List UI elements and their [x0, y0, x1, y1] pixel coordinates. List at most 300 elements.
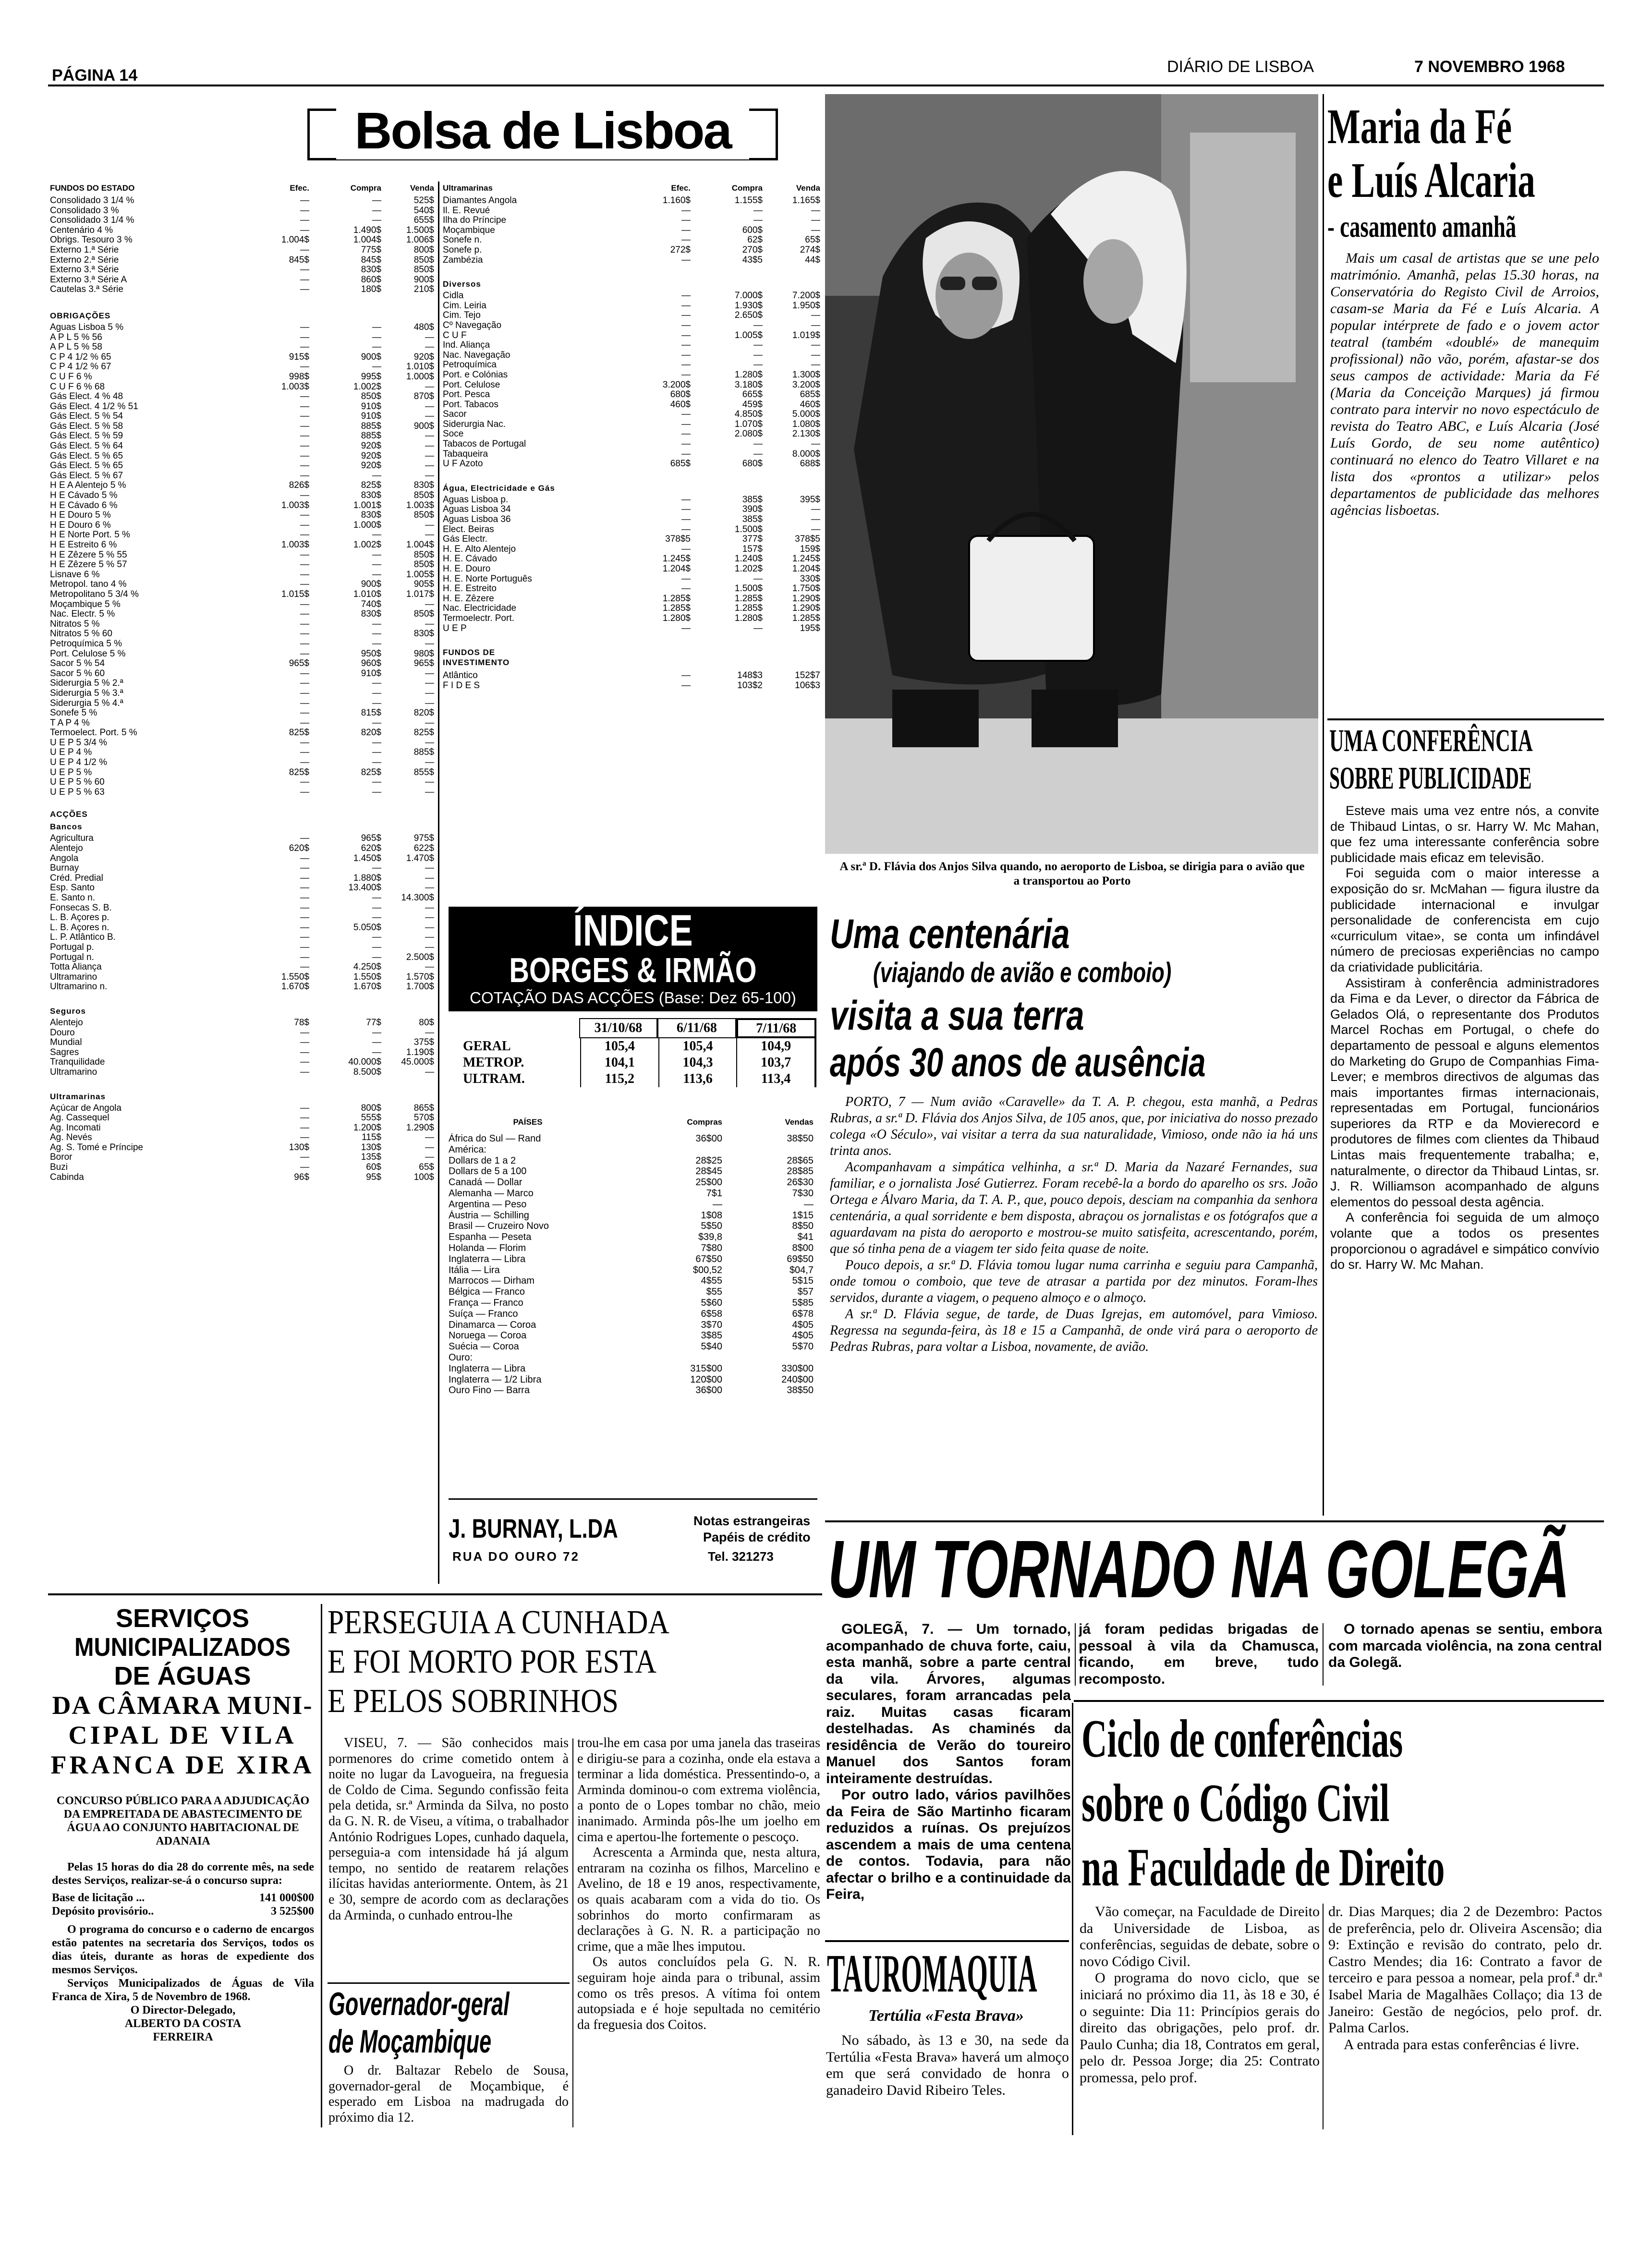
ultramarinas-title: Ultramarinas	[50, 1092, 106, 1101]
indice-label: GERAL	[463, 1039, 511, 1054]
quote-efec: —	[300, 599, 309, 609]
quote-compra: 459$	[742, 400, 763, 410]
quote-row	[443, 614, 820, 624]
quote-efec: —	[300, 1103, 309, 1113]
quote-venda: —	[811, 340, 820, 351]
quote-row	[50, 471, 434, 481]
governador-headline	[328, 1985, 573, 2060]
quote-compra: —	[372, 342, 381, 352]
cambio-compra: 3$85	[701, 1330, 722, 1341]
quote-row	[443, 390, 820, 400]
quote-efec: —	[300, 619, 309, 629]
quote-efec: —	[300, 893, 309, 903]
quote-name: Angola	[50, 853, 79, 863]
cambio-country: Espanha — Peseta	[449, 1232, 532, 1243]
indice-table	[451, 1018, 816, 1104]
cambio-venda: 8$00	[792, 1242, 814, 1253]
quote-name: Diamantes Angola	[443, 196, 517, 206]
quote-name: C U F	[443, 330, 467, 340]
quote-name: E. Santo n.	[50, 893, 96, 903]
quote-efec: 1.204$	[662, 564, 691, 574]
quote-compra: —	[372, 748, 381, 758]
tornado-title: UM TORNADO NA GOLEGÃ	[828, 1524, 1570, 1615]
quote-venda: —	[425, 441, 434, 451]
conf-body	[1330, 803, 1599, 1504]
quote-efec: 1.670$	[281, 982, 309, 992]
cunhada-h3: E PELOS SOBRINHOS	[328, 1683, 619, 1720]
quote-compra: 5.050$	[353, 923, 381, 933]
quote-venda: —	[425, 530, 434, 540]
quote-name: U E P 4 %	[50, 748, 92, 758]
photo-image	[825, 94, 1318, 854]
quote-compra: 3.180$	[734, 380, 763, 390]
quote-venda: 1.285$	[792, 613, 820, 623]
quote-compra: 1.670$	[353, 982, 381, 992]
quote-venda: 1.003$	[406, 500, 434, 510]
quote-venda: —	[425, 431, 434, 441]
accoes-title: ACÇÕES	[50, 810, 88, 819]
quote-compra: —	[372, 322, 381, 332]
quote-efec: —	[300, 392, 309, 402]
cambio-venda	[722, 1144, 814, 1155]
quote-compra: 920$	[361, 451, 381, 461]
quote-compra: —	[372, 863, 381, 874]
quote-name: Zambézia	[443, 255, 483, 265]
cunhada-p2: trou-lhe em casa por uma janela das traseiras e dirigiu-se para a cozinha, onde ela estava a terminar a lida doméstica. Pressentindo-o, a Arminda dominou-o com extrema violência, a ponto de o Lopes tombar no chão, meio inanimado. Arminda pôs-lhe um joelho em cima e apertou-lhe fortemente o pescoço.	[577, 1736, 820, 1845]
quote-efec: 1.003$	[281, 540, 309, 550]
quote-efec: —	[300, 1163, 309, 1173]
cambio-country: Canadá — Dollar	[449, 1177, 522, 1188]
quote-compra: 1.200$	[353, 1123, 381, 1133]
quote-efec: —	[681, 225, 691, 235]
quote-name: Elect. Beiras	[443, 524, 494, 534]
quote-compra: —	[372, 787, 381, 797]
cunhada-col-2	[577, 1736, 820, 2129]
quote-compra: 385$	[742, 495, 763, 505]
agua-title: Água, Electricidade e Gás	[443, 483, 555, 493]
quote-efec: —	[681, 206, 691, 216]
quote-venda: 885$	[413, 748, 434, 758]
quote-compra: 1.500$	[734, 524, 763, 534]
bolsa-title: Bolsa de Lisboa	[336, 102, 749, 159]
quote-compra: —	[372, 758, 381, 768]
quote-row	[50, 972, 434, 983]
quote-compra: 920$	[361, 441, 381, 451]
quote-row	[50, 1123, 434, 1133]
quote-row	[50, 923, 434, 933]
quote-name: H. E. Norte Português	[443, 574, 532, 584]
quote-row	[50, 550, 434, 560]
quote-venda: 375$	[413, 1038, 434, 1048]
quote-row	[50, 392, 434, 402]
quote-venda: 855$	[413, 767, 434, 777]
cunhada-p4: Os autos concluídos pela G. N. R. seguiram hoje ainda para o tribunal, assim como os três presos. A vítima foi ontem autopsiada e é hoje sepultada no cemitério da freguesia dos Coitos.	[577, 1955, 820, 2032]
quote-name: Termoelect. Port. 5 %	[50, 728, 137, 738]
quote-name: Petroquímica	[443, 360, 497, 370]
quote-venda: 480$	[413, 322, 434, 332]
cambio-row	[449, 1363, 817, 1374]
quote-compra: —	[753, 350, 763, 360]
quote-venda: —	[425, 382, 434, 392]
quote-compra: 8.500$	[353, 1067, 381, 1077]
quote-efec: —	[681, 291, 691, 301]
quote-row	[443, 196, 820, 206]
quote-compra: 680$	[742, 459, 763, 469]
centenaria-h1: Uma centenária	[830, 911, 1070, 957]
quote-name: Ag. Incomati	[50, 1123, 101, 1133]
quote-compra: 1.930$	[734, 301, 763, 311]
quote-row	[50, 982, 434, 992]
quote-efec: 272$	[670, 245, 691, 255]
quote-compra: 860$	[361, 275, 381, 285]
burnay-service-1: Notas estrangeiras	[693, 1514, 811, 1528]
conf-h2: SOBRE PUBLICIDADE	[1329, 761, 1532, 796]
quote-venda: 688$	[800, 459, 820, 469]
quote-compra: 845$	[361, 255, 381, 265]
quote-venda: —	[811, 505, 820, 515]
cunhada-h1: PERSEGUIA A CUNHADA	[328, 1604, 669, 1641]
quote-name: Tabaqueira	[443, 449, 488, 459]
quote-compra: 62$	[747, 235, 763, 245]
quote-row	[50, 863, 434, 874]
quote-efec: —	[300, 748, 309, 758]
quote-name: H. E. Estreito	[443, 584, 497, 594]
cambio-row	[449, 1166, 817, 1177]
quote-name: H. E. Cávado	[443, 554, 497, 564]
quote-compra: —	[372, 550, 381, 560]
cambio-compra: 3$70	[701, 1319, 722, 1330]
quote-venda: —	[425, 679, 434, 689]
quote-compra: 825$	[361, 481, 381, 491]
quote-compra: 115$	[362, 1133, 381, 1143]
quote-efec: —	[300, 1123, 309, 1133]
quote-row	[50, 501, 434, 511]
quote-compra: —	[753, 623, 763, 633]
quote-efec: —	[300, 1067, 309, 1077]
servicos-h6: FRANCA DE XIRA	[50, 1750, 315, 1779]
quote-efec: —	[300, 285, 309, 295]
quote-efec: —	[300, 933, 309, 943]
quote-efec: —	[300, 1113, 309, 1123]
quote-venda: —	[425, 1067, 434, 1077]
quote-venda: —	[425, 520, 434, 530]
quote-efec: —	[300, 758, 309, 768]
quote-name: Fonsecas S. B.	[50, 903, 112, 913]
quote-row	[50, 481, 434, 491]
cambio-country: França — Franco	[449, 1297, 523, 1308]
quote-compra: 885$	[361, 421, 381, 431]
quote-compra: 1.070$	[734, 419, 763, 429]
codigo-p1: Vão começar, na Faculdade de Direito da Universidade de Lisboa, as conferências, seguidas de debate, sobre o novo Código Civil.	[1080, 1904, 1320, 1969]
quote-name: Gás Elect. 5 % 54	[50, 412, 123, 422]
quote-efec: —	[300, 863, 309, 874]
quote-row	[443, 400, 820, 410]
quote-row	[50, 893, 434, 903]
quote-name: Port. Celulose	[443, 380, 500, 390]
quote-compra: 40.000$	[348, 1057, 381, 1068]
quote-row	[50, 402, 434, 412]
quote-venda: 1.470$	[406, 853, 434, 863]
quote-name: Petroquímica 5 %	[50, 639, 122, 649]
quote-efec: —	[300, 441, 309, 451]
col-fundos: FUNDOS DO ESTADO	[50, 183, 135, 193]
centenaria-headline	[830, 911, 1320, 1088]
bolsa-left-column	[50, 183, 434, 1182]
quote-name: Metropolitano 5 3/4 %	[50, 589, 139, 599]
cambio-country: Inglaterra — Libra	[449, 1363, 526, 1374]
quote-name: Port. Celulose 5 %	[50, 649, 126, 659]
cambio-compra: 25$00	[695, 1177, 722, 1188]
indice-row	[451, 1071, 816, 1087]
quote-venda: 830$	[413, 629, 434, 639]
quote-name: Nitratos 5 %	[50, 619, 100, 629]
quote-name: Port. e Colónias	[443, 370, 508, 380]
quote-name: Águas Lisboa 5 %	[50, 322, 124, 332]
quote-efec: —	[300, 225, 309, 235]
quote-name: F I D E S	[443, 680, 480, 691]
quote-efec: —	[300, 491, 309, 501]
quote-name: Nac. Navegação	[443, 350, 510, 360]
quote-row	[50, 560, 434, 570]
cambio-country: Itália — Lira	[449, 1264, 500, 1275]
indice-value: 104,1	[580, 1055, 658, 1071]
quote-name: C P 4 1/2 % 65	[50, 352, 111, 362]
quote-name: Consolidado 3 %	[50, 206, 119, 216]
quote-venda: 159$	[800, 544, 820, 554]
servicos-h3: DE ÁGUAS	[114, 1662, 251, 1690]
quote-compra: 60$	[366, 1163, 381, 1173]
centenaria-p4: A sr.ª D. Flávia segue, de tarde, de Duas Igrejas, em automóvel, para Vimioso. Regressa na segunda-feira, às 18 e 15 a Campanhã, de onde virá para o aeroporto de Pedras Rubras, para voltar a Lisboa, novamente, de avião.	[830, 1307, 1318, 1354]
quote-compra: —	[753, 340, 763, 351]
quote-row	[443, 459, 820, 469]
quote-compra: 270$	[742, 245, 763, 255]
quote-venda: —	[425, 933, 434, 943]
quote-venda: 655$	[413, 216, 434, 226]
quote-venda: —	[425, 942, 434, 952]
quote-efec: —	[681, 255, 691, 265]
quote-venda: —	[425, 342, 434, 352]
quote-efec: —	[681, 524, 691, 534]
indice-label: ULTRAM.	[463, 1071, 525, 1086]
quote-compra: —	[372, 570, 381, 580]
quote-name: Cabinda	[50, 1172, 84, 1182]
quote-efec: —	[300, 787, 309, 797]
quote-venda: 80$	[419, 1018, 434, 1028]
quote-compra: 385$	[742, 515, 763, 525]
seguros-title: Seguros	[50, 1006, 86, 1016]
quote-compra: 1.002$	[353, 540, 381, 550]
quote-venda: 900$	[413, 421, 434, 431]
quote-name: Ultramarino n.	[50, 982, 108, 992]
codigo-p3: dr. Dias Marques; dia 2 de Dezembro: Pactos de preferência, pelo dr. Oliveira Ascensão; dia 9: Extinção e revisão do contrato, pelo dr. Castro Mendes; dia 16: Contrato a favor de terceiro e para pessoa a nomear, pela prof.ª dr.ª Isabel Maria de Magalhães Collaço; dia 13 de Janeiro: Gestão de negócios, pelo prof. dr. Palma Carlos.	[1328, 1904, 1602, 2036]
quote-row	[50, 216, 434, 226]
col-venda: Venda	[410, 183, 434, 193]
quote-name: Siderurgia 5 % 2.ª	[50, 679, 123, 689]
cambio-compra: 28$25	[695, 1155, 722, 1166]
quote-efec: —	[300, 510, 309, 521]
quote-efec: 1.003$	[281, 382, 309, 392]
quote-name: Moçambique 5 %	[50, 599, 121, 609]
quote-venda: —	[425, 923, 434, 933]
quote-name: H E Zêzere 5 % 57	[50, 560, 127, 570]
quote-row	[50, 1068, 434, 1078]
cambio-country: Inglaterra — Libra	[449, 1253, 526, 1264]
servicos-h2: MUNICIPALIZADOS	[74, 1633, 291, 1662]
burnay-rule	[449, 1498, 817, 1500]
quote-compra: 148$3	[737, 671, 763, 681]
quote-name: Sonefe n.	[443, 235, 482, 245]
cambio-venda: 7$30	[792, 1188, 814, 1199]
fundos-inv-title: FUNDOS DE INVESTIMENTO	[443, 648, 510, 667]
quote-name: Sacor 5 % 60	[50, 668, 105, 679]
indice-date-2: 6/11/68	[657, 1018, 736, 1038]
quote-name: Gás Elect. 5 % 64	[50, 441, 123, 451]
quote-name: Nitratos 5 % 60	[50, 629, 112, 639]
cambio-row	[449, 1243, 817, 1254]
quote-efec: —	[300, 362, 309, 372]
quote-row	[50, 619, 434, 630]
quote-compra: —	[753, 216, 763, 226]
quote-compra: 390$	[742, 505, 763, 515]
quote-efec: —	[681, 623, 691, 633]
cambio-compra: 5$50	[701, 1221, 722, 1232]
quote-venda: 975$	[413, 834, 434, 844]
quote-row	[443, 331, 820, 341]
quote-venda: —	[425, 332, 434, 342]
quote-row	[50, 600, 434, 610]
quote-efec: 998$	[289, 372, 309, 382]
quote-compra: 1.001$	[353, 500, 381, 510]
cambio-venda: 28$65	[787, 1155, 814, 1166]
quote-name: Cº Navegação	[443, 320, 502, 330]
right-column-divider	[1323, 94, 1324, 1516]
quote-name: Atlântico	[443, 671, 478, 681]
quote-row	[50, 431, 434, 441]
quote-compra: 620$	[361, 844, 381, 854]
cambio-compra: 7$1	[706, 1188, 722, 1199]
quote-name: T A P 4 %	[50, 718, 90, 728]
quote-row	[50, 609, 434, 619]
quote-venda: 850$	[413, 491, 434, 501]
quote-venda: —	[425, 461, 434, 471]
quote-compra: —	[372, 698, 381, 708]
quote-row	[443, 429, 820, 439]
quote-name: Portugal n.	[50, 952, 94, 962]
quote-row	[50, 669, 434, 679]
quote-efec: 915$	[289, 352, 309, 362]
cambio-compra: —	[713, 1199, 722, 1210]
fe-h1: Maria da Fé	[1327, 99, 1512, 154]
cambio-compra	[607, 1352, 722, 1363]
quote-venda: 1.300$	[792, 370, 820, 380]
quote-row	[50, 1018, 434, 1028]
cambio-row	[449, 1385, 817, 1396]
quote-name: Metropol. tano 4 %	[50, 580, 127, 590]
quote-compra: 1.004$	[353, 235, 381, 245]
servicos-dep-row	[52, 1905, 314, 1918]
quote-venda: 900$	[413, 275, 434, 285]
quote-compra: 910$	[361, 668, 381, 679]
quote-compra: 1.490$	[353, 225, 381, 235]
quote-name: Port. Pesca	[443, 390, 490, 400]
quote-efec: —	[300, 952, 309, 962]
quote-compra: 830$	[361, 265, 381, 275]
cambio-venda: 4$05	[792, 1319, 814, 1330]
servicos-divider	[321, 1604, 322, 2127]
cambio-venda: 1$15	[792, 1210, 814, 1221]
quote-efec: —	[681, 235, 691, 245]
burnay-address: RUA DO OURO 72	[452, 1549, 580, 1564]
quote-compra: 13.400$	[348, 883, 381, 893]
quote-efec: —	[681, 515, 691, 525]
servicos-h5: CIPAL DE VILA	[68, 1721, 297, 1749]
burnay-ad	[449, 1508, 817, 1570]
quote-row	[50, 854, 434, 864]
quote-efec: —	[300, 216, 309, 226]
quote-row	[50, 1143, 434, 1153]
quote-row	[50, 933, 434, 943]
quote-compra: —	[372, 893, 381, 903]
cambio-country: Dollars de 5 a 100	[449, 1166, 527, 1177]
quote-row	[443, 515, 820, 525]
quote-compra: 900$	[361, 352, 381, 362]
quote-efec: 3.200$	[662, 380, 691, 390]
indice-value: 105,4	[580, 1038, 658, 1055]
quote-compra: —	[753, 360, 763, 370]
quote-compra: —	[372, 1028, 381, 1038]
quote-row	[50, 265, 434, 275]
cambio-country: Dollars de 1 a 2	[449, 1155, 516, 1166]
servicos-base-label: Base de licitação ...	[52, 1892, 145, 1904]
servicos-h4: DA CÂMARA MUNI-	[52, 1691, 313, 1720]
quote-row	[443, 681, 820, 691]
quote-row	[50, 245, 434, 255]
quote-name: Gás Electr.	[443, 534, 487, 545]
quote-venda: 570$	[413, 1113, 434, 1123]
quote-row	[50, 913, 434, 923]
obrigacoes-title: OBRIGAÇÕES	[50, 311, 111, 320]
cambio-compra: $39,8	[698, 1232, 722, 1243]
quote-compra: 815$	[361, 708, 381, 718]
quote-compra: —	[372, 1047, 381, 1057]
cambio-compra: 1$08	[701, 1210, 722, 1221]
quote-efec: —	[681, 370, 691, 380]
quote-row	[443, 410, 820, 420]
quote-name: Águas Lisboa p.	[443, 495, 509, 505]
quote-name: L. B. Açores p.	[50, 913, 109, 923]
col-venda-r: Venda	[796, 183, 820, 193]
quote-efec: —	[300, 1047, 309, 1057]
quote-compra: 950$	[361, 649, 381, 659]
quote-venda: 850$	[413, 609, 434, 619]
quote-name: H. E. Alto Alentejo	[443, 544, 516, 554]
quote-efec: —	[300, 332, 309, 342]
quote-venda: 1.245$	[792, 554, 820, 564]
quote-row	[50, 382, 434, 392]
quote-efec: 1.550$	[281, 972, 309, 982]
cambio-country: Ouro Fino — Barra	[449, 1385, 530, 1396]
quote-efec: —	[300, 322, 309, 332]
conf-p3: Assistiram à conferência administradores da Fima e da Lever, o director da Fábrica de Gelados Olá, o representante dos Produtos Marcel Rochas em Portugal, o chefe do departamento de pessoal e alguns elementos do Marketing do Grupo de Companhias Fima-Lever; e membros directivos de algumas das mais importantes firmas internacionais, representadas em Portugal, funcionários superiores da RTP e da Movierecord e produtores de filmes com clientes da Thibaud Lintas mais frequentemente trabalha; e, naturalmente, o director da Thibaud Lintas, sr. J. R. Williamson acompanhado de alguns elementos do pessoal desta agência.	[1330, 975, 1599, 1209]
quote-name: Externo 3.ª Série A	[50, 275, 127, 285]
indice-value: 113,4	[736, 1071, 816, 1087]
quote-row	[443, 554, 820, 564]
quote-venda: 965$	[413, 659, 434, 669]
quote-compra: —	[372, 639, 381, 649]
quote-row	[50, 1153, 434, 1163]
quote-efec: —	[681, 544, 691, 554]
quote-row	[50, 659, 434, 669]
